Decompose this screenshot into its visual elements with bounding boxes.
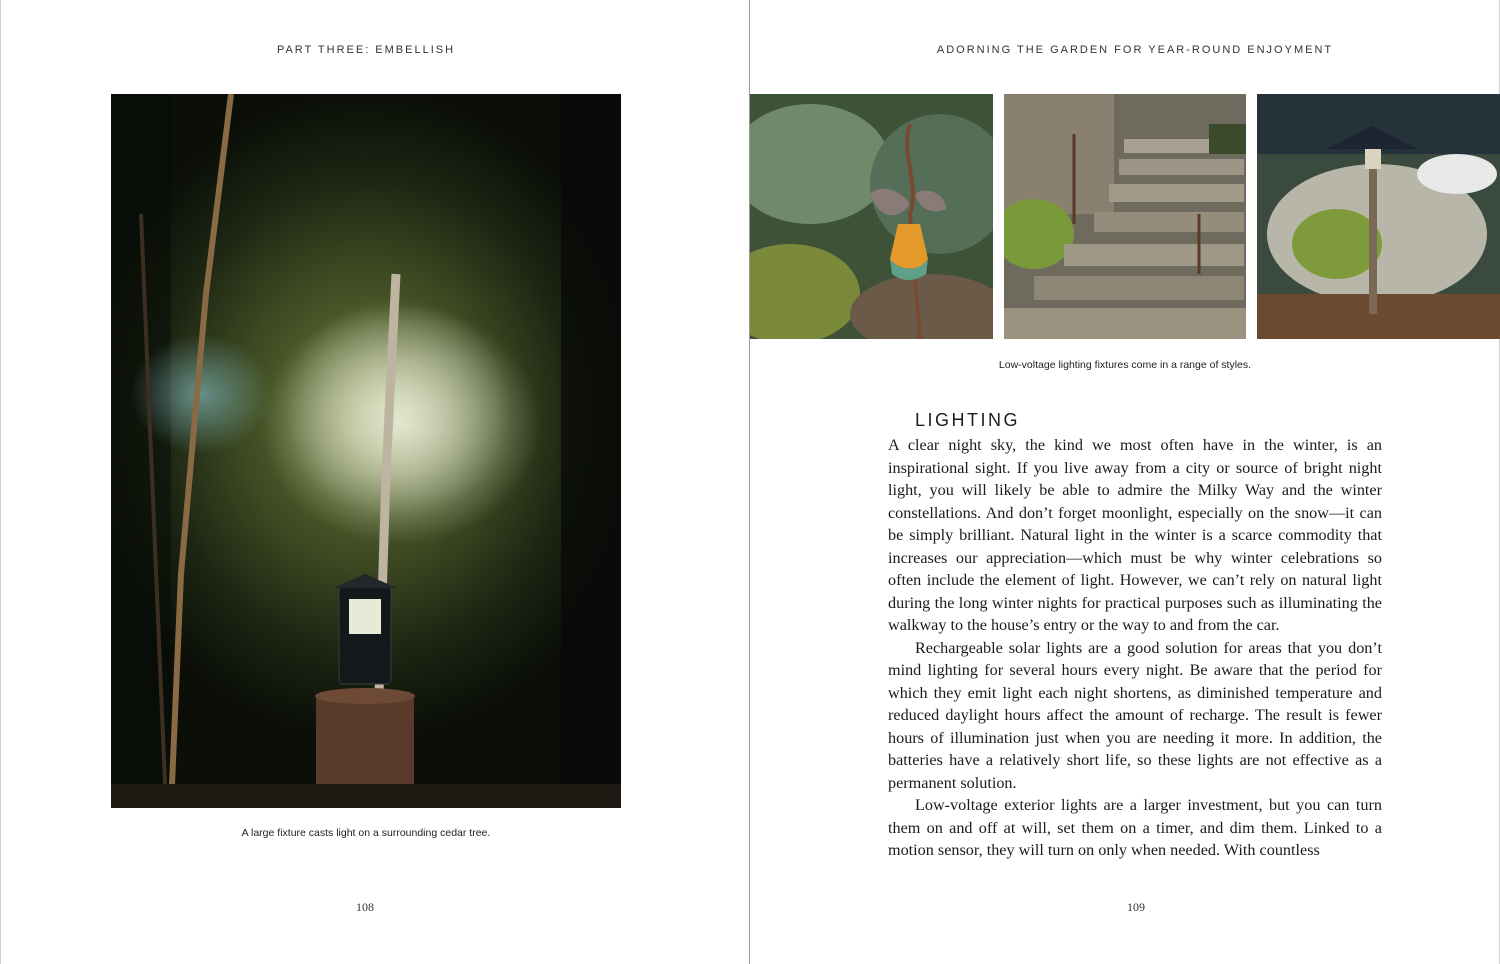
section-heading: LIGHTING: [915, 410, 1021, 430]
path-light-photo: [1257, 94, 1500, 339]
running-head-right: ADORNING THE GARDEN FOR YEAR-ROUND ENJOYMENT: [936, 44, 1334, 56]
cedar-tree-night-photo: [111, 94, 621, 808]
flower-lamp-photo: [750, 94, 993, 339]
photo-caption-left: A large fixture casts light on a surrounding cedar tree.: [241, 827, 491, 839]
paragraph: Low-voltage exterior lights are a larger investment, but you can turn them on and off at will, set them on a timer, and dim them. Linked to a motion sensor, they will turn on only when needed. With countless: [888, 796, 1382, 859]
running-head-left: PART THREE: EMBELLISH: [276, 44, 456, 56]
body-text: [888, 434, 1382, 862]
left-page: [0, 0, 749, 964]
right-page: [750, 0, 1500, 964]
photos-caption-right: Low-voltage lighting fixtures come in a range of styles.: [998, 359, 1252, 371]
page-number-left: 108: [356, 900, 374, 914]
paragraph: Rechargeable solar lights are a good solution for areas that you don’t mind lighting for several hours every night. Be aware that the period for which they emit light each night shortens, as diminished temperature and reduced daylight hours affect the amount of recharge. The result is fewer hours of illumination just when you are needing it more. In addition, the batteries have a relatively short life, so these lights are not effective as a permanent solution.: [888, 638, 1382, 792]
stone-steps-photo: [1004, 94, 1246, 339]
page-number-right: 109: [1127, 900, 1145, 914]
paragraph: A clear night sky, the kind we most often have in the winter, is an inspirational sight. If you live away from a city or source of bright night light, you will likely be able to admire the Milky Way and the winter constellations. And don’t forget moonlight, especially on the snow—it can be simply brilliant. Natural light in the winter is a scarce commodity that increases our appreciation—which must be why winter celebrations so often include the element of light. However, we can’t rely on natural light during the long winter nights for practical purposes such as illuminating the walkway to the house’s entry or the way to and from the car.: [888, 436, 1382, 634]
